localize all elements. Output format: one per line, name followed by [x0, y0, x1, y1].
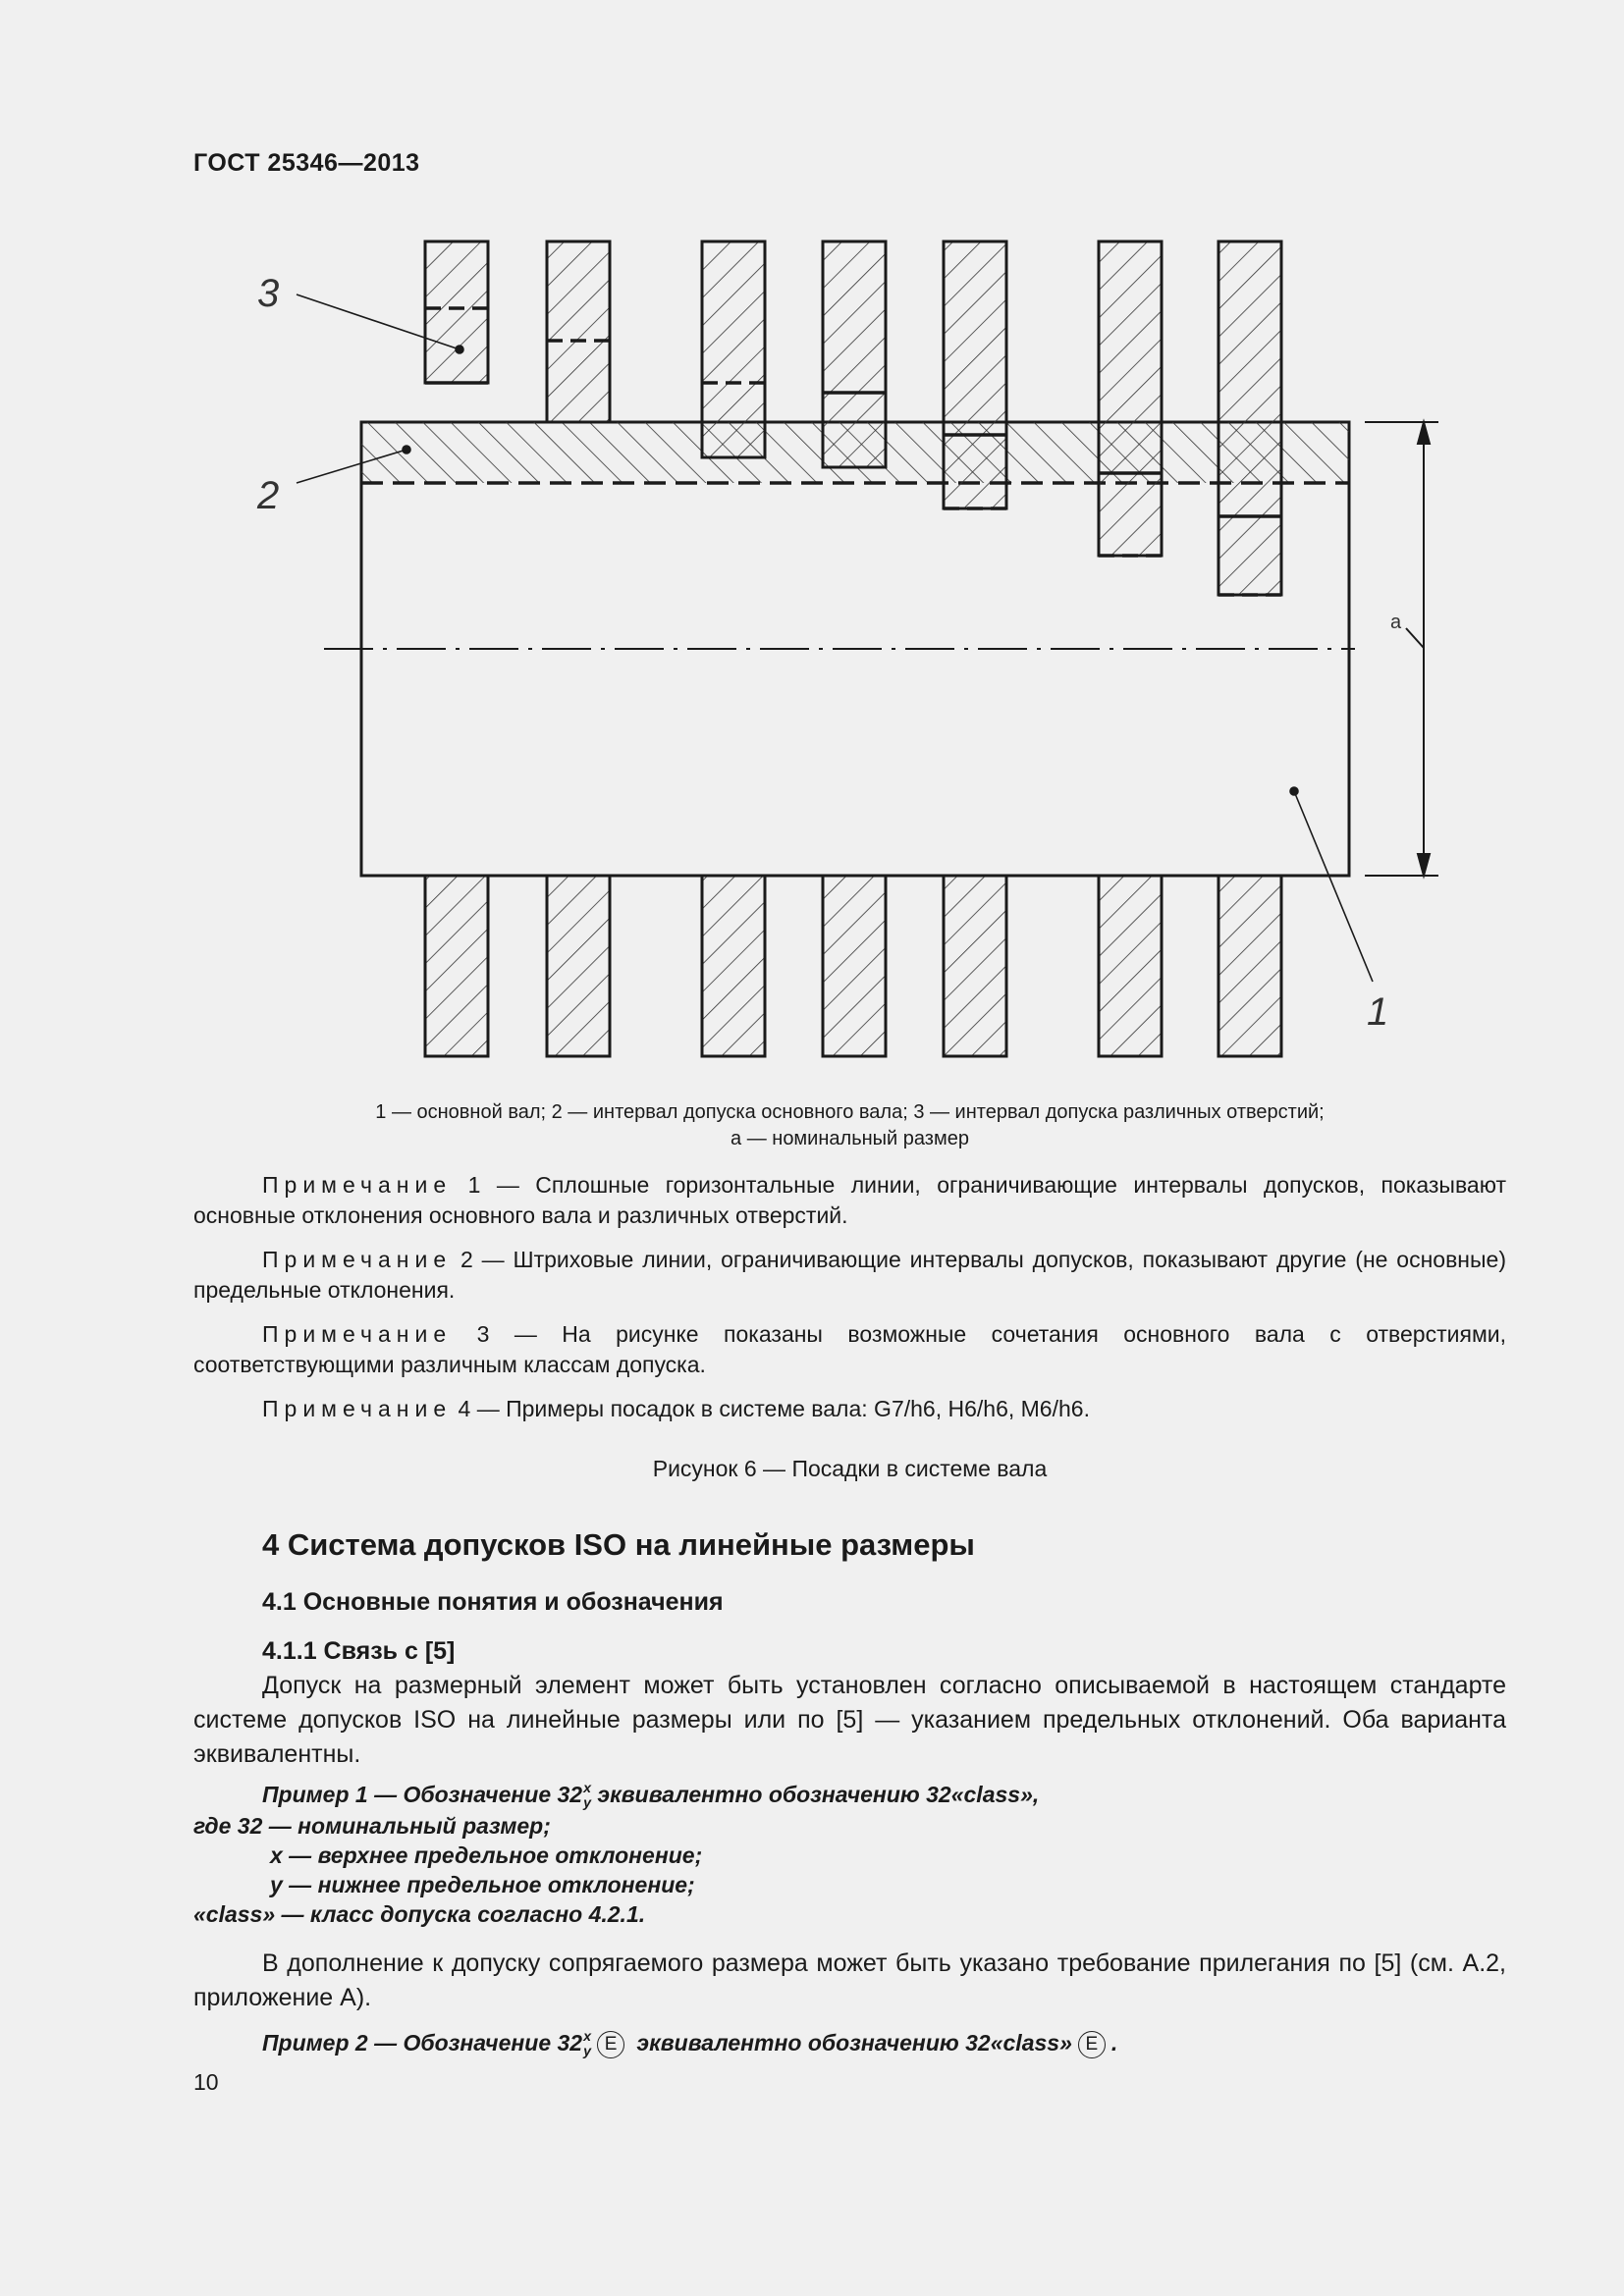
- note-3: [193, 1319, 1506, 1380]
- legend-line-1: 1 — основной вал; 2 — интервал допуска основного вала; 3 — интервал допуска различных отверстий;: [375, 1101, 1325, 1123]
- example-1-indices: [583, 1782, 591, 1811]
- figure-caption: Рисунок 6 — Посадки в системе вала: [652, 1456, 1048, 1481]
- figure-legend: [193, 1099, 1506, 1152]
- example-1-y: y — нижнее предельное отклонение;: [270, 1872, 695, 1897]
- example-1-end: эквивалентно обозначению 32«class»,: [591, 1782, 1040, 1807]
- lower-index: y: [583, 2043, 592, 2059]
- note-lead: Примечание: [262, 1396, 453, 1421]
- hole-tolerance-bars: [425, 241, 1281, 595]
- paragraph-2: В дополнение к допуску сопрягаемого размера может быть указано требование прилегания по [5] (см. А.2, приложение А).: [193, 1949, 1506, 2011]
- note-4: [193, 1394, 1506, 1424]
- envelope-symbol-icon: E: [597, 2031, 624, 2058]
- page-number: 10: [193, 2069, 219, 2095]
- note-text: 4 — Примеры посадок в системе вала: G7/h6, H6/h6, M6/h6.: [452, 1396, 1090, 1421]
- note-lead: Примечание: [262, 1321, 453, 1347]
- label-a: a: [1390, 612, 1402, 633]
- envelope-symbol-icon: E: [1078, 2031, 1106, 2058]
- subsection-heading: 4.1 Основные понятия и обозначения: [262, 1588, 724, 1616]
- example-2-indices: [583, 2030, 591, 2059]
- note-2: [193, 1245, 1506, 1306]
- example-2: [262, 2028, 1117, 2059]
- example-1-class: «class» — класс допуска согласно 4.2.1.: [193, 1901, 646, 1927]
- legend-line-2: а — номинальный размер: [731, 1128, 969, 1149]
- example-1: [262, 1780, 1039, 1811]
- label-1: 1: [1367, 990, 1389, 1034]
- note-text: 2 — Штриховые линии, ограничивающие интервалы допусков, показывают другие (не основные) предельные отклонения.: [193, 1247, 1506, 1303]
- label-2: 2: [257, 474, 280, 517]
- note-text: 3 — На рисунке показаны возможные сочетания основного вала с отверстиями, соответствующими различным классам допуска.: [193, 1321, 1506, 1377]
- example-2-end: .: [1110, 2030, 1118, 2056]
- lower-index: y: [583, 1794, 592, 1811]
- example-2-middle: эквивалентно обозначению 32«class»: [630, 2030, 1072, 2056]
- label-3: 3: [257, 272, 280, 315]
- note-1: [193, 1170, 1506, 1231]
- example-1-where: где 32 — номинальный размер;: [193, 1813, 551, 1839]
- upper-index: x: [583, 2028, 592, 2045]
- paragraph-1: Допуск на размерный элемент может быть установлен согласно описываемой в настоящем стандарте системе допусков ISO на линейные размеры или по [5] — указанием предельных отклонений. Оба варианта эквивалентны.: [193, 1672, 1506, 1768]
- note-lead: Примечание: [262, 1172, 453, 1198]
- section-heading: 4 Система допусков ISO на линейные размеры: [262, 1527, 975, 1562]
- shaft-fit-figure: [0, 0, 1624, 1090]
- document-header: ГОСТ 25346—2013: [193, 149, 420, 177]
- note-lead: Примечание: [262, 1247, 453, 1272]
- example-1-x: x — верхнее предельное отклонение;: [270, 1842, 703, 1868]
- upper-index: x: [583, 1780, 592, 1796]
- bottom-bars: [425, 876, 1281, 1056]
- note-text: 1 — Сплошные горизонтальные линии, ограничивающие интервалы допусков, показывают основные отклонения основного вала и различных отверстий.: [193, 1172, 1506, 1228]
- example-1-start: Пример 1 — Обозначение 32: [262, 1782, 583, 1807]
- example-2-start: Пример 2 — Обозначение 32: [262, 2030, 583, 2056]
- subsubsection-heading: 4.1.1 Связь с [5]: [262, 1637, 456, 1665]
- dimension-a: [1365, 422, 1438, 876]
